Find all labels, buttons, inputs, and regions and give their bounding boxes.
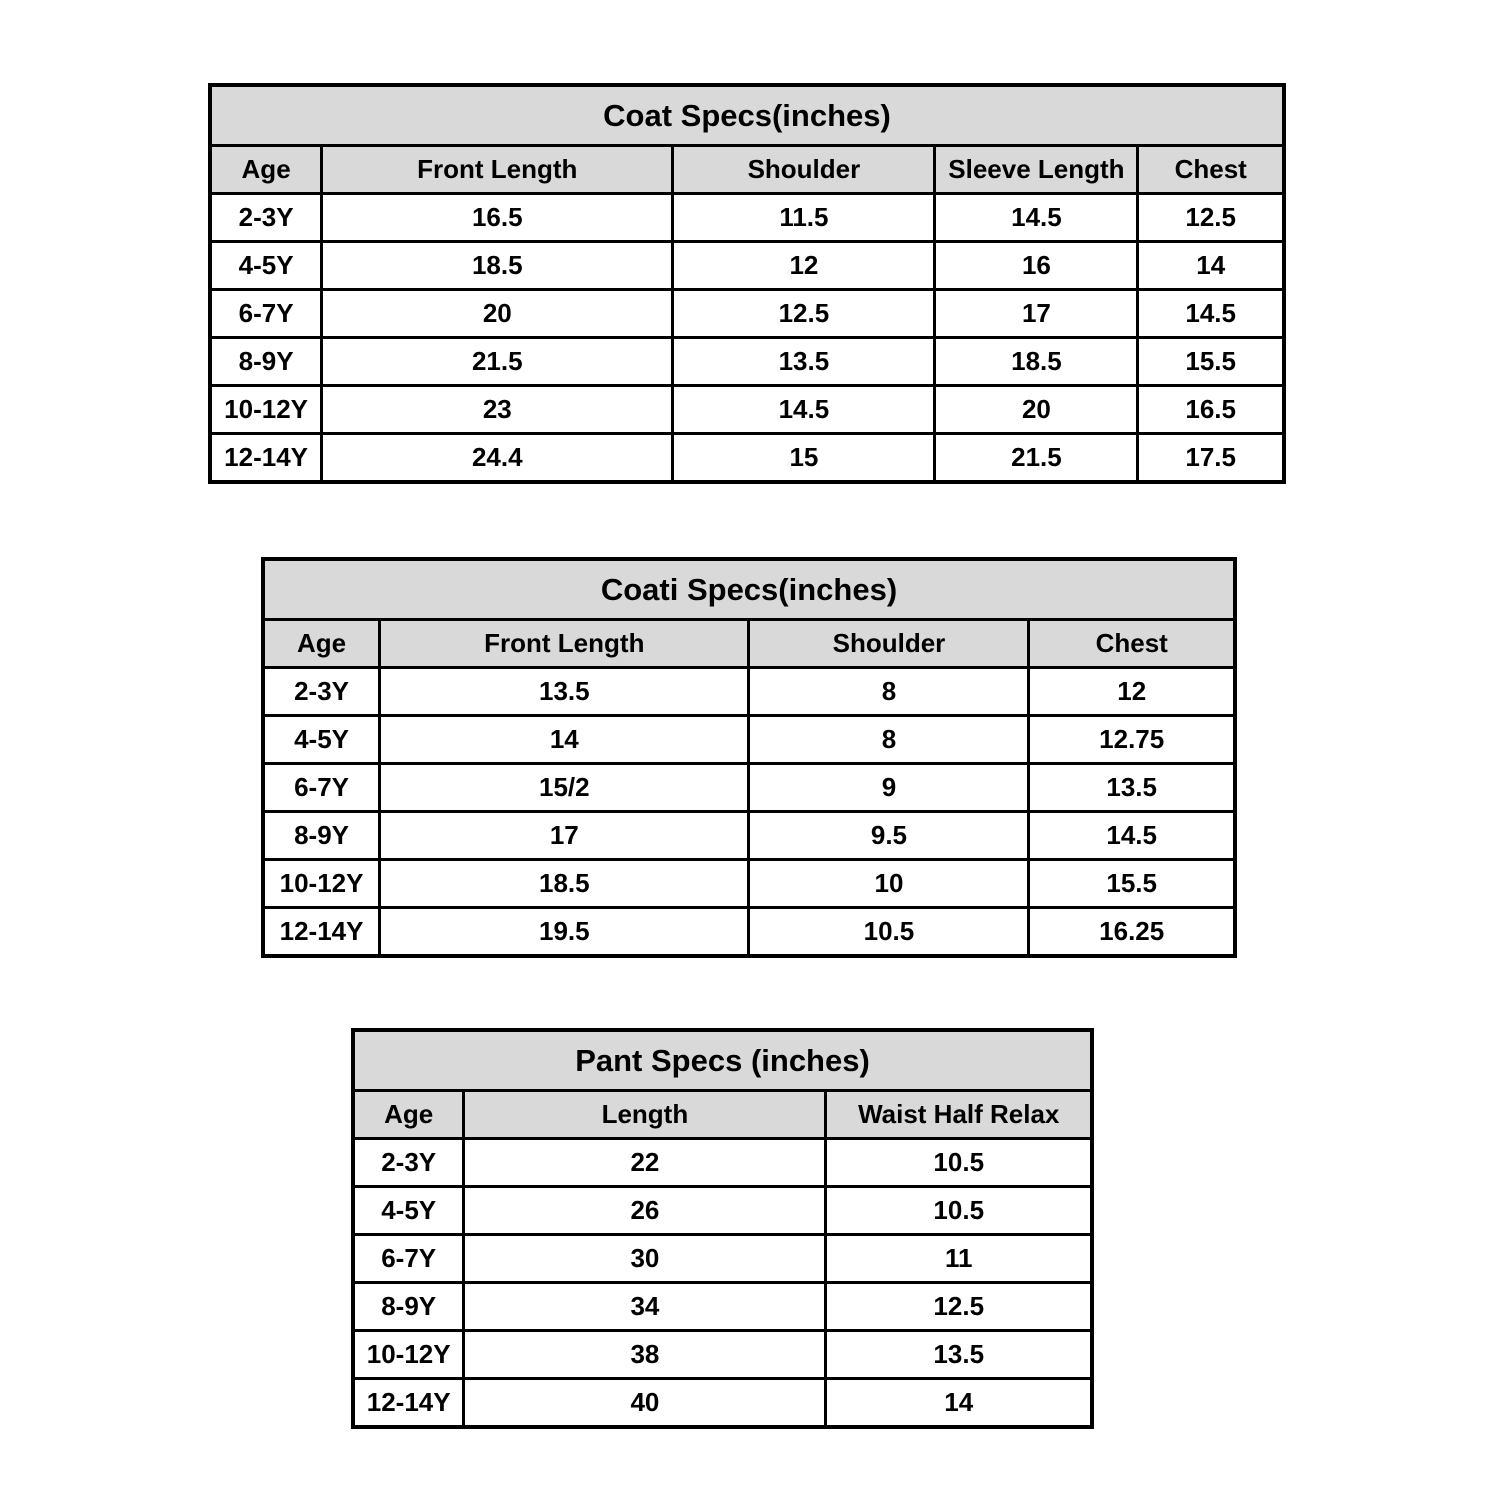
table-row [263,764,1235,812]
value-cell: 11 [826,1235,1092,1283]
header-row [353,1091,1092,1139]
column-header: Shoulder [749,620,1029,668]
value-cell: 11.5 [673,194,935,242]
table-title: Pant Specs (inches) [353,1030,1092,1091]
value-cell: 15.5 [1029,860,1235,908]
value-cell: 14 [826,1379,1092,1428]
value-cell: 14.5 [673,386,935,434]
value-cell: 18.5 [380,860,749,908]
value-cell: 17 [935,290,1138,338]
table-row [353,1331,1092,1379]
value-cell: 13.5 [826,1331,1092,1379]
value-cell: 15.5 [1138,338,1284,386]
value-cell: 20 [322,290,673,338]
value-cell: 21.5 [935,434,1138,483]
age-cell: 6-7Y [263,764,380,812]
value-cell: 8 [749,668,1029,716]
value-cell: 16.5 [322,194,673,242]
value-cell: 12.5 [1138,194,1284,242]
value-cell: 16 [935,242,1138,290]
table-row [263,812,1235,860]
age-cell: 4-5Y [263,716,380,764]
age-cell: 8-9Y [353,1283,464,1331]
value-cell: 14 [380,716,749,764]
table-row [263,908,1235,957]
title-row [263,559,1235,620]
age-cell: 2-3Y [263,668,380,716]
table-body [353,1139,1092,1428]
coat-specs-table [208,83,1286,484]
column-header: Waist Half Relax [826,1091,1092,1139]
value-cell: 12 [1029,668,1235,716]
column-header: Age [263,620,380,668]
age-cell: 2-3Y [353,1139,464,1187]
age-cell: 8-9Y [210,338,322,386]
value-cell: 38 [464,1331,826,1379]
table-title: Coati Specs(inches) [263,559,1235,620]
age-cell: 10-12Y [210,386,322,434]
column-header: Age [353,1091,464,1139]
value-cell: 14.5 [935,194,1138,242]
value-cell: 16.25 [1029,908,1235,957]
table-body [263,668,1235,957]
title-row [353,1030,1092,1091]
table-row [210,386,1284,434]
value-cell: 30 [464,1235,826,1283]
table-row [210,338,1284,386]
value-cell: 24.4 [322,434,673,483]
age-cell: 2-3Y [210,194,322,242]
value-cell: 40 [464,1379,826,1428]
value-cell: 9 [749,764,1029,812]
column-header: Length [464,1091,826,1139]
table-row [263,860,1235,908]
table-row [353,1139,1092,1187]
value-cell: 26 [464,1187,826,1235]
value-cell: 18.5 [935,338,1138,386]
table-row [210,434,1284,483]
header-row [263,620,1235,668]
age-cell: 8-9Y [263,812,380,860]
age-cell: 10-12Y [353,1331,464,1379]
value-cell: 10.5 [749,908,1029,957]
value-cell: 12 [673,242,935,290]
header-row [210,146,1284,194]
value-cell: 10.5 [826,1187,1092,1235]
column-header: Chest [1138,146,1284,194]
age-cell: 4-5Y [353,1187,464,1235]
value-cell: 12.5 [673,290,935,338]
value-cell: 21.5 [322,338,673,386]
value-cell: 20 [935,386,1138,434]
age-cell: 10-12Y [263,860,380,908]
value-cell: 14 [1138,242,1284,290]
table-title: Coat Specs(inches) [210,85,1284,146]
value-cell: 15/2 [380,764,749,812]
column-header: Front Length [380,620,749,668]
table-row [353,1235,1092,1283]
table-row [263,716,1235,764]
table-row [353,1283,1092,1331]
table-row [210,242,1284,290]
column-header: Front Length [322,146,673,194]
column-header: Shoulder [673,146,935,194]
table-body [210,194,1284,483]
age-cell: 12-14Y [263,908,380,957]
table-row [353,1379,1092,1428]
coati-specs-table [261,557,1237,958]
value-cell: 17.5 [1138,434,1284,483]
value-cell: 14.5 [1138,290,1284,338]
pant-specs-table [351,1028,1094,1429]
title-row [210,85,1284,146]
value-cell: 19.5 [380,908,749,957]
value-cell: 23 [322,386,673,434]
value-cell: 12.5 [826,1283,1092,1331]
column-header: Age [210,146,322,194]
value-cell: 8 [749,716,1029,764]
value-cell: 14.5 [1029,812,1235,860]
age-cell: 12-14Y [210,434,322,483]
value-cell: 9.5 [749,812,1029,860]
age-cell: 6-7Y [353,1235,464,1283]
table-row [353,1187,1092,1235]
value-cell: 34 [464,1283,826,1331]
value-cell: 10 [749,860,1029,908]
value-cell: 17 [380,812,749,860]
value-cell: 10.5 [826,1139,1092,1187]
age-cell: 12-14Y [353,1379,464,1428]
table-row [210,194,1284,242]
age-cell: 4-5Y [210,242,322,290]
age-cell: 6-7Y [210,290,322,338]
table-row [210,290,1284,338]
column-header: Chest [1029,620,1235,668]
table-row [263,668,1235,716]
value-cell: 12.75 [1029,716,1235,764]
value-cell: 13.5 [673,338,935,386]
value-cell: 18.5 [322,242,673,290]
value-cell: 13.5 [1029,764,1235,812]
value-cell: 16.5 [1138,386,1284,434]
value-cell: 15 [673,434,935,483]
value-cell: 22 [464,1139,826,1187]
column-header: Sleeve Length [935,146,1138,194]
value-cell: 13.5 [380,668,749,716]
